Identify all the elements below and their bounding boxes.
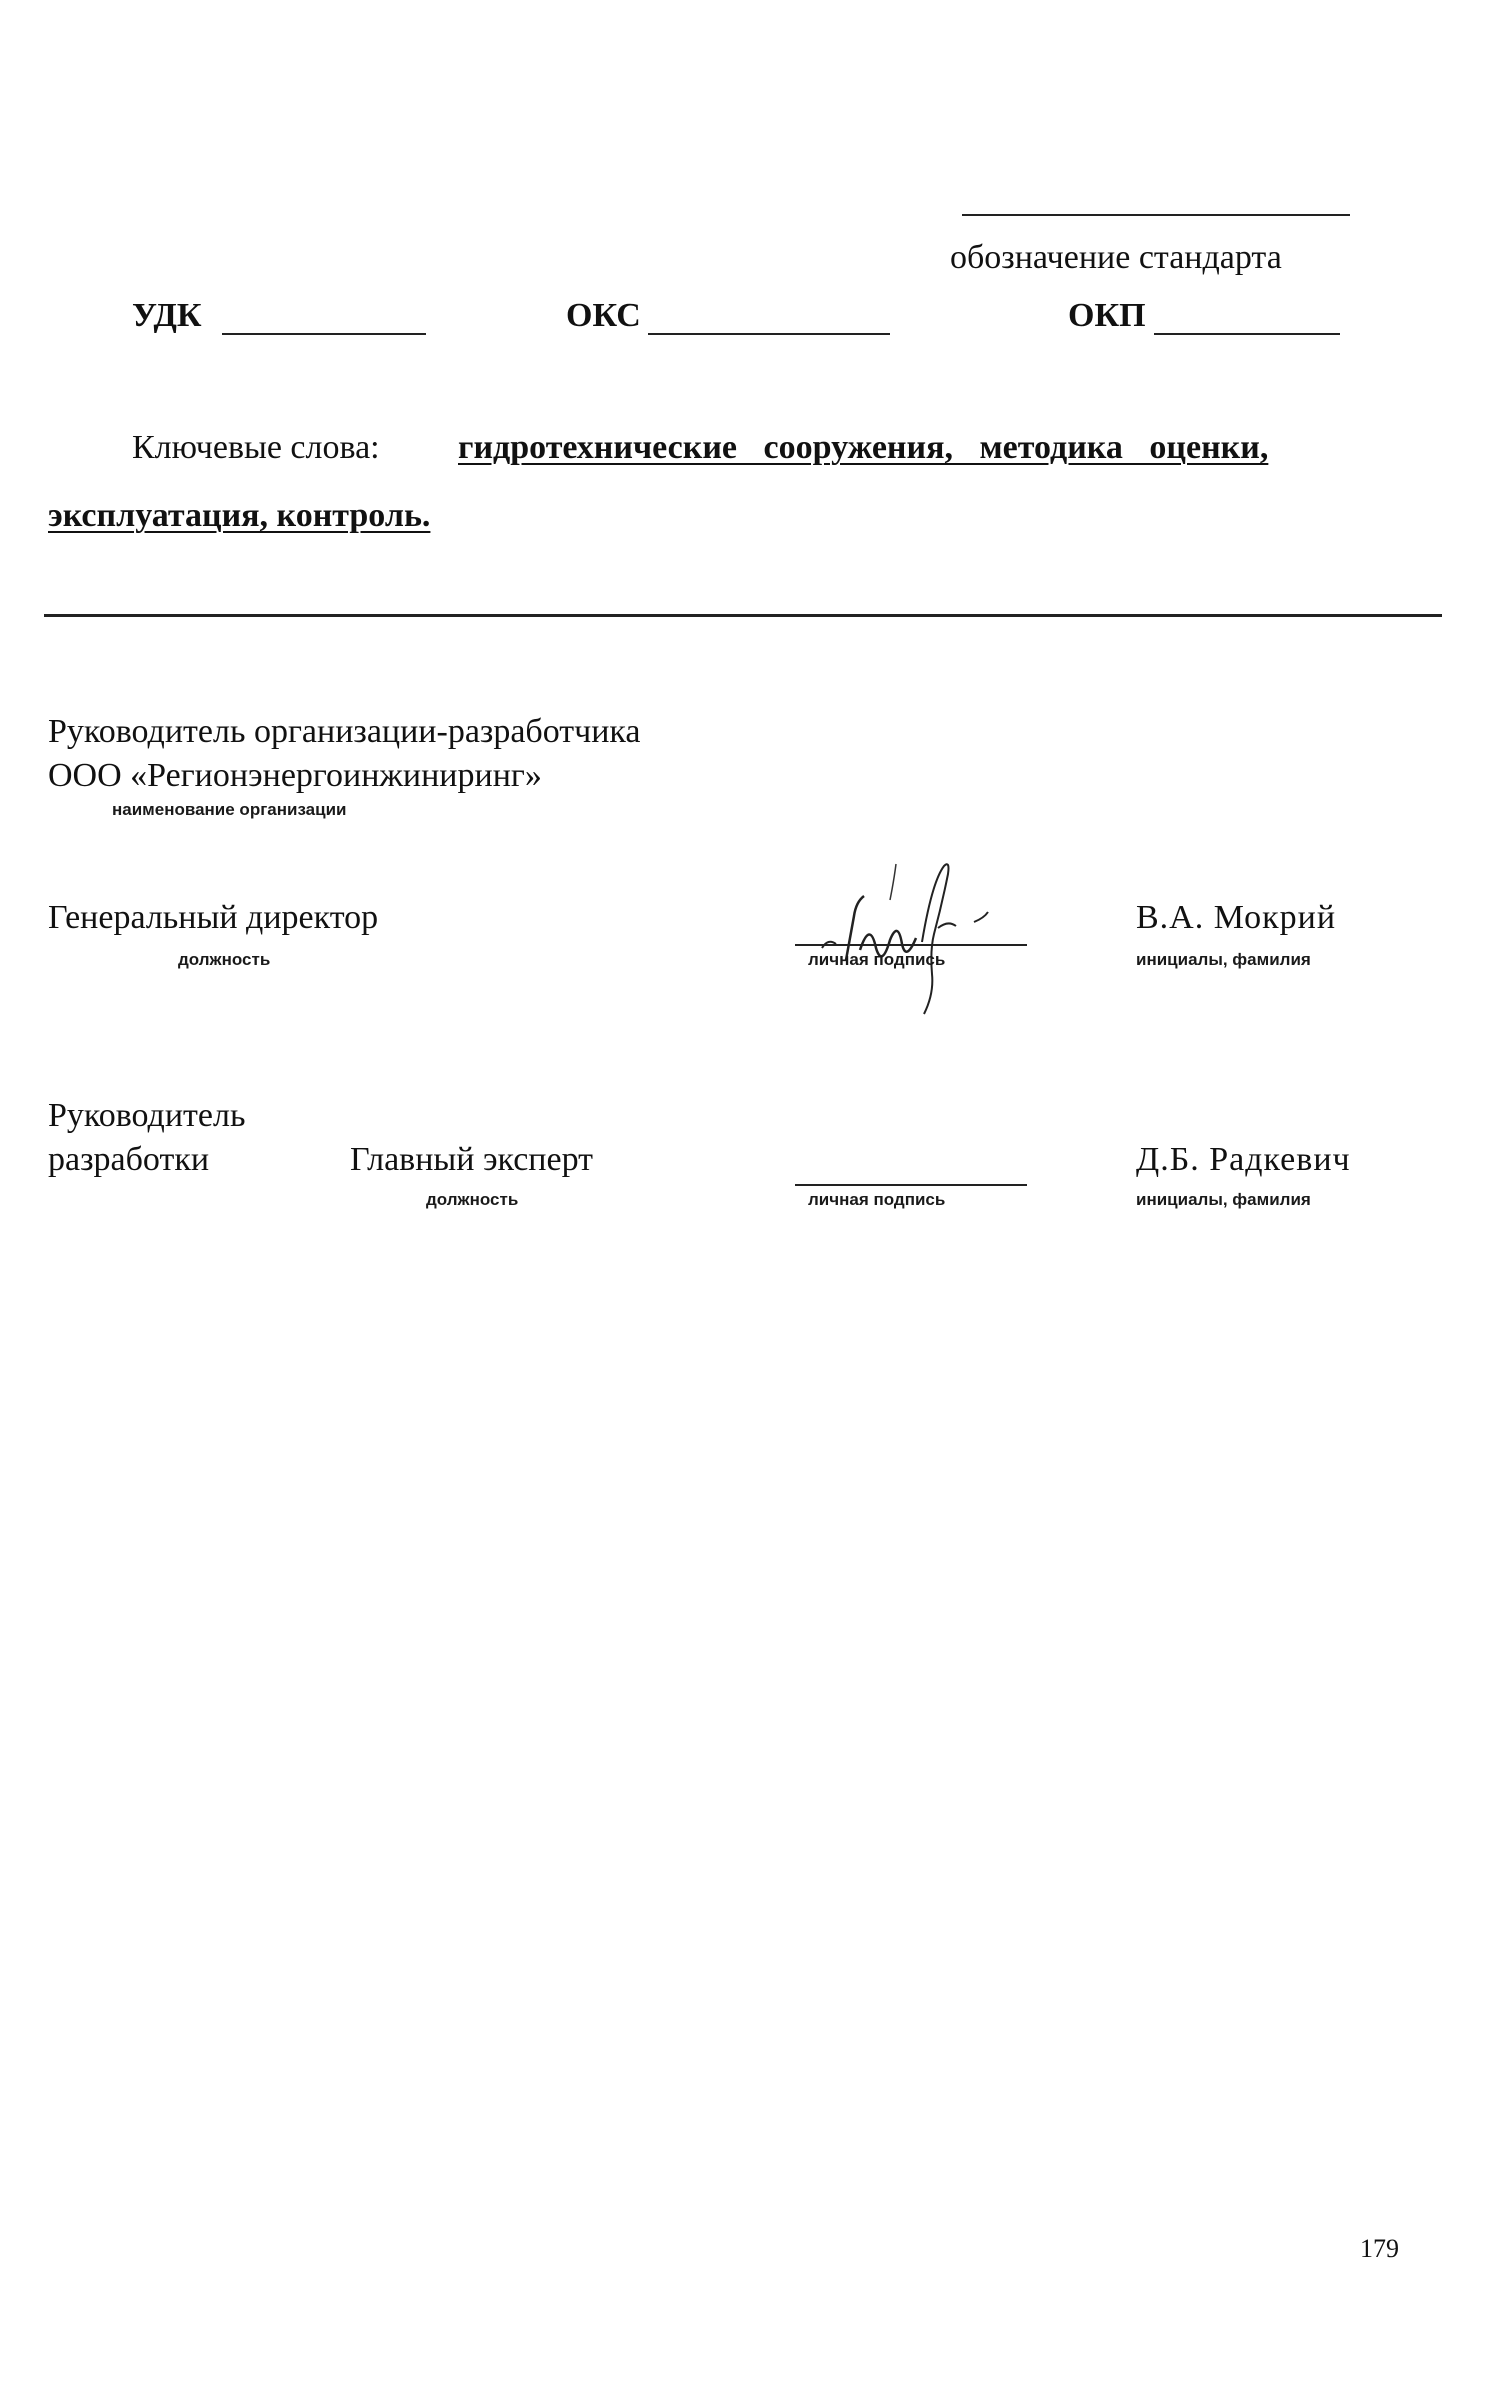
keywords-value-line-2: эксплуатация, контроль. [48,497,431,534]
developer-org-caption: наименование организации [112,800,347,819]
signatory-2-position: Главный эксперт [350,1141,593,1178]
standard-designation-label: обозначение стандарта [950,239,1282,276]
developer-org-heading: Руководитель организации-разработчика [48,713,641,750]
udk-field-line [222,333,426,335]
signatory-2-name: Д.Б. Радкевич [1136,1141,1351,1178]
signatory-1-position-caption: должность [178,950,271,969]
signatory-2-signature-line [795,1184,1027,1186]
oks-field-line [648,333,890,335]
page-number: 179 [1360,2234,1399,2263]
keywords-label: Ключевые слова: [132,429,380,466]
signature-mark [790,830,1060,1020]
standard-designation-line [962,214,1350,216]
signatory-2-role-line-1: Руководитель [48,1097,246,1134]
signatory-2-signature-caption: личная подпись [808,1190,946,1209]
signatory-1-name: В.А. Мокрий [1136,899,1337,936]
udk-label: УДК [132,297,202,334]
signatory-1-name-caption: инициалы, фамилия [1136,950,1311,969]
okp-label: ОКП [1068,297,1146,334]
signatory-2-position-caption: должность [426,1190,519,1209]
okp-field-line [1154,333,1340,335]
signatory-1-signature-line [795,944,1027,946]
signatory-2-name-caption: инициалы, фамилия [1136,1190,1311,1209]
signatory-1-signature-caption: личная подпись [808,950,946,969]
signatory-1-position: Генеральный директор [48,899,379,936]
signatory-2-role-line-2: разработки [48,1141,210,1178]
keywords-value-line-1: гидротехнические сооружения, методика оценки, [458,429,1269,466]
oks-label: ОКС [566,297,641,334]
developer-org-name: ООО «Регионэнергоинжиниринг» [48,757,542,794]
section-divider [44,614,1442,617]
